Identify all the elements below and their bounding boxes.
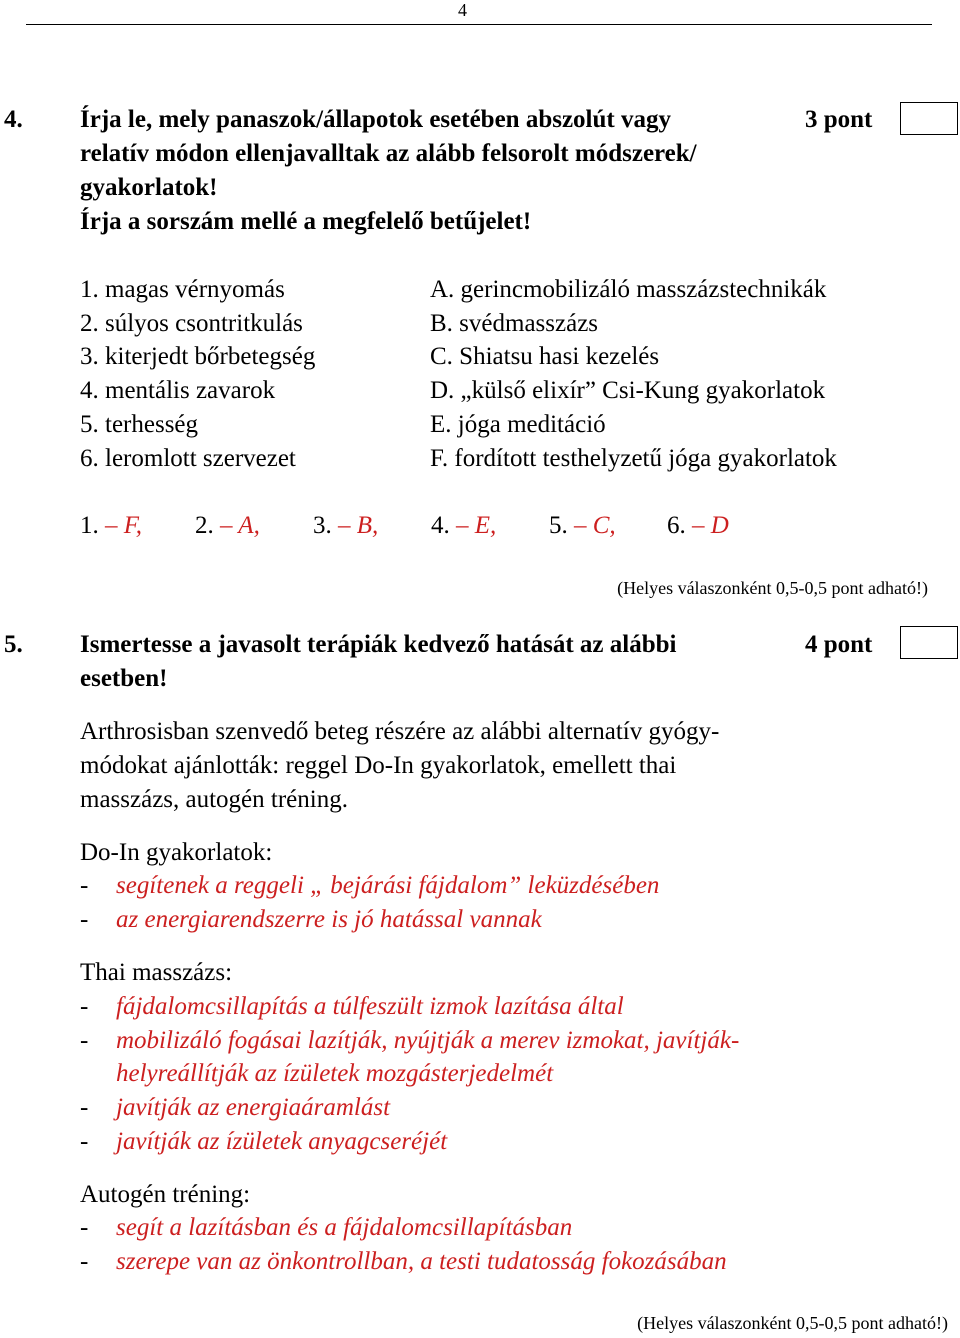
method-item: A. gerincmobilizáló masszázstechnikák [430,276,827,303]
q5-points: 4 pont [805,631,873,658]
q5-number: 5. [4,631,23,658]
bullet-dash: - [80,993,89,1020]
thai-heading: Thai masszázs: [80,959,233,986]
bullet-dash: - [80,1214,89,1241]
q4-number: 4. [4,106,23,133]
thai-answer: fájdalomcsillapítás a túlfeszült izmok lazítása által [116,993,624,1020]
answer-value: – A, [220,512,260,539]
answer-value: – E, [456,512,497,539]
q4-points: 3 pont [805,106,873,133]
page-number: 4 [458,0,467,20]
autogen-heading: Autogén tréning: [80,1181,251,1208]
doin-answer: segítenek a reggeli „ bejárási fájdalom” leküzdésében [116,872,660,899]
header-divider [26,24,932,25]
answer-number: 5. [549,512,568,539]
bullet-dash: - [80,906,89,933]
condition-item: 6. leromlott szervezet [80,445,296,472]
condition-item: 3. kiterjedt bőrbetegség [80,343,316,370]
condition-item: 2. súlyos csontritkulás [80,310,303,337]
answer-value: – C, [574,512,616,539]
answer-value: – B, [338,512,379,539]
condition-item: 5. terhesség [80,411,199,438]
condition-item: 1. magas vérnyomás [80,276,285,303]
q4-text-line-4: Írja a sorszám mellé a megfelelő betűjelet! [80,208,532,235]
thai-answer-continued: helyreállítják az ízületek mozgásterjedelmét [116,1060,554,1087]
thai-answer: mobilizáló fogásai lazítják, nyújtják a merev izmokat, javítják- [116,1027,740,1054]
q4-text-line-2: relatív módon ellenjavalltak az alább felsorolt módszerek/ [80,140,697,167]
q5-score-box[interactable] [900,626,958,659]
q5-text-line-1: Ismertesse a javasolt terápiák kedvező hatását az alábbi [80,631,677,658]
method-item: D. „külső elixír” Csi-Kung gyakorlatok [430,377,826,404]
q4-score-box[interactable] [900,102,958,135]
method-item: C. Shiatsu hasi kezelés [430,343,660,370]
answer-number: 2. [195,512,214,539]
doin-heading: Do-In gyakorlatok: [80,839,273,866]
answer-pair [667,512,729,540]
q5-intro-line: módokat ajánlották: reggel Do-In gyakorlatok, emellett thai [80,752,677,779]
q5-intro-line: masszázs, autogén tréning. [80,786,348,813]
autogen-answer: szerepe van az önkontrollban, a testi tudatosság fokozásában [116,1248,727,1275]
method-item: E. jóga meditáció [430,411,606,438]
answer-pair [195,512,260,540]
answer-value: – D [692,512,729,539]
method-item: F. fordított testhelyzetű jóga gyakorlatok [430,445,837,472]
q5-intro-line: Arthrosisban szenvedő beteg részére az alábbi alternatív gyógy- [80,718,720,745]
thai-answer: javítják az energiaáramlást [116,1094,391,1121]
q4-text-line-1: Írja le, mely panaszok/állapotok esetében abszolút vagy [80,106,671,133]
bullet-dash: - [80,1027,89,1054]
answer-number: 4. [431,512,450,539]
answer-value: – F, [105,512,143,539]
autogen-answer: segít a lazításban és a fájdalomcsillapításban [116,1214,573,1241]
bullet-dash: - [80,872,89,899]
thai-answer: javítják az ízületek anyagcseréjét [116,1128,448,1155]
answer-pair [80,512,142,540]
condition-item: 4. mentális zavarok [80,377,276,404]
bullet-dash: - [80,1128,89,1155]
answer-pair [313,512,378,540]
bullet-dash: - [80,1094,89,1121]
answer-pair [431,512,496,540]
answer-pair [549,512,616,540]
bullet-dash: - [80,1248,89,1275]
answer-number: 6. [667,512,686,539]
answer-number: 3. [313,512,332,539]
method-item: B. svédmasszázs [430,310,599,337]
doin-answer: az energiarendszerre is jó hatással vannak [116,906,542,933]
q4-scoring-note: (Helyes válaszonként 0,5-0,5 pont adható!) [617,578,928,598]
q5-text-line-2: esetben! [80,665,168,692]
answer-number: 1. [80,512,99,539]
q4-text-line-3: gyakorlatok! [80,174,218,201]
q5-scoring-note: (Helyes válaszonként 0,5-0,5 pont adható!) [637,1313,948,1333]
